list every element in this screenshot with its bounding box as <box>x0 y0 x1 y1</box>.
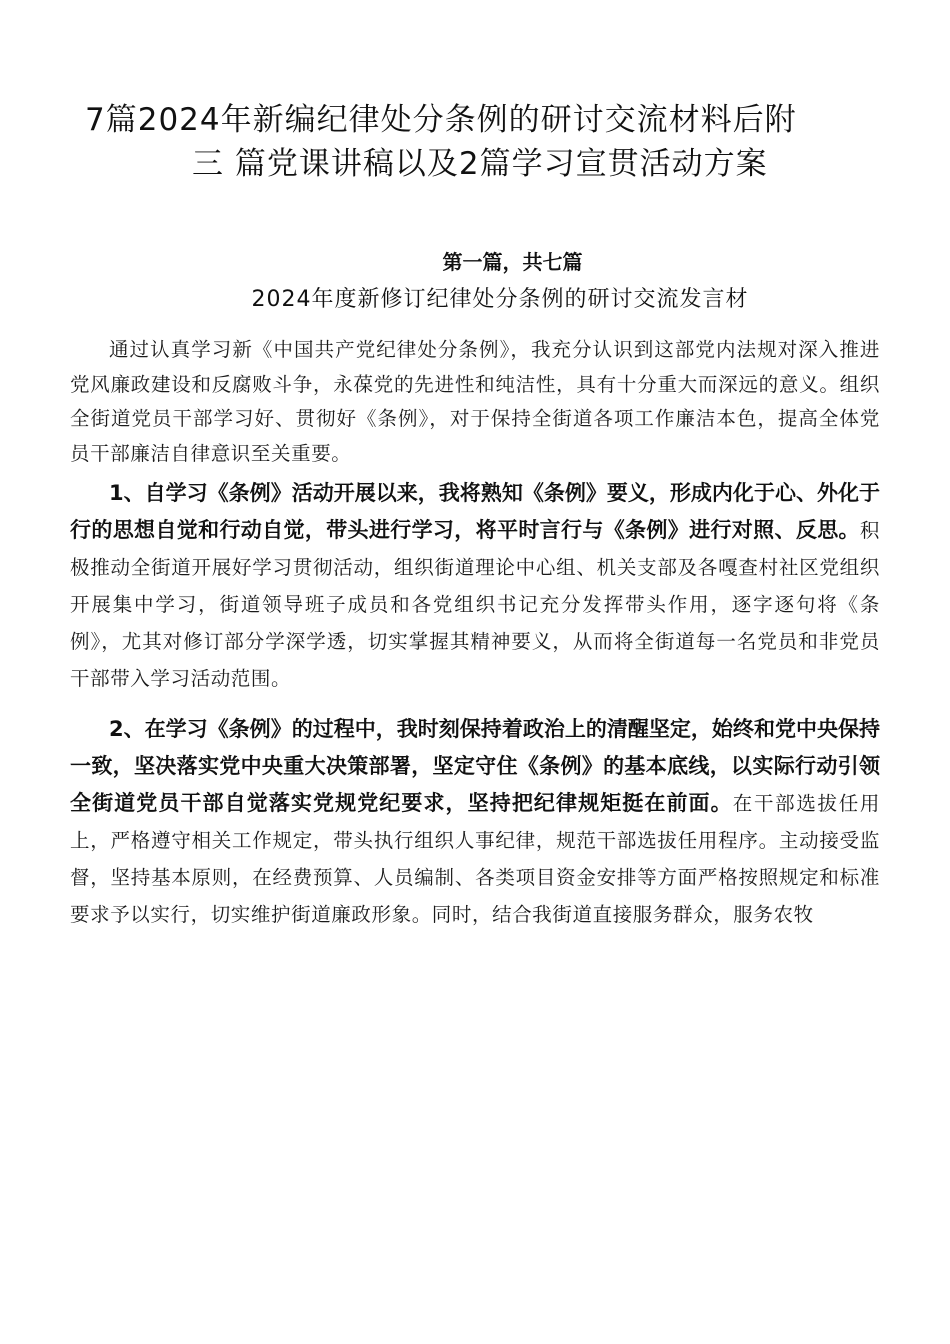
paragraph-lead: 2、在学习《条例》的过程中，我时刻保持着政治上的清醒坚定，始终和党中央保持一致，坚决落实党中央重大决策部署，坚定守住《条例》的基本底线，以实际行动引领全街道党员干部自觉落实党规党纪要求，坚持把纪律规矩挺在前面。 <box>70 717 880 815</box>
body-paragraph-intro <box>70 333 880 471</box>
body-paragraph-point-2 <box>70 711 880 933</box>
paragraph-text: 积极推动全街道开展好学习贯彻活动，组织街道理论中心组、机关支部及各嘎查村社区党组织开展集中学习，街道领导班子成员和各党组织书记充分发挥带头作用，逐字逐句将《条例》，尤其对修订部分学深学透，切实掌握其精神要义，从而将全街道每一名党员和非党员干部带入学习活动范围。 <box>70 519 880 690</box>
paragraph-text: 在干部选拔任用上，严格遵守相关工作规定，带头执行组织人事纪律，规范干部选拔任用程序。主动接受监督，坚持基本原则，在经费预算、人员编制、各类项目资金安排等方面严格按照规定和标准要求予以实行，切实维护街道廉政形象。同时，结合我街道直接服务群众，服务农牧 <box>70 792 880 926</box>
document-title <box>60 98 890 186</box>
section-title: 2024年度新修订纪律处分条例的研讨交流发言材 <box>251 287 749 312</box>
paragraph-text: 通过认真学习新《中国共产党纪律处分条例》，我充分认识到这部党内法规对深入推进党风廉政建设和反腐败斗争，永葆党的先进性和纯洁性，具有十分重大而深远的意义。组织全街道党员干部学习好、贯彻好《条例》，对于保持全街道各项工作廉洁本色，提高全体党员干部廉洁自律意识至关重要。 <box>70 338 880 465</box>
section-label: 第一篇，共七篇 <box>442 250 583 274</box>
title-line-2: 三 篇党课讲稿以及2篇学习宣贯活动方案 <box>192 146 768 182</box>
title-line-1: 7篇2024年新编纪律处分条例的研讨交流材料后附 <box>85 102 797 138</box>
document-body <box>70 333 880 933</box>
paragraph-lead: 1、自学习《条例》活动开展以来，我将熟知《条例》要义，形成内化于心、外化于行的思想自觉和行动自觉，带头进行学习，将平时言行与《条例》进行对照、反思。 <box>70 481 880 542</box>
body-paragraph-point-1 <box>70 475 880 697</box>
